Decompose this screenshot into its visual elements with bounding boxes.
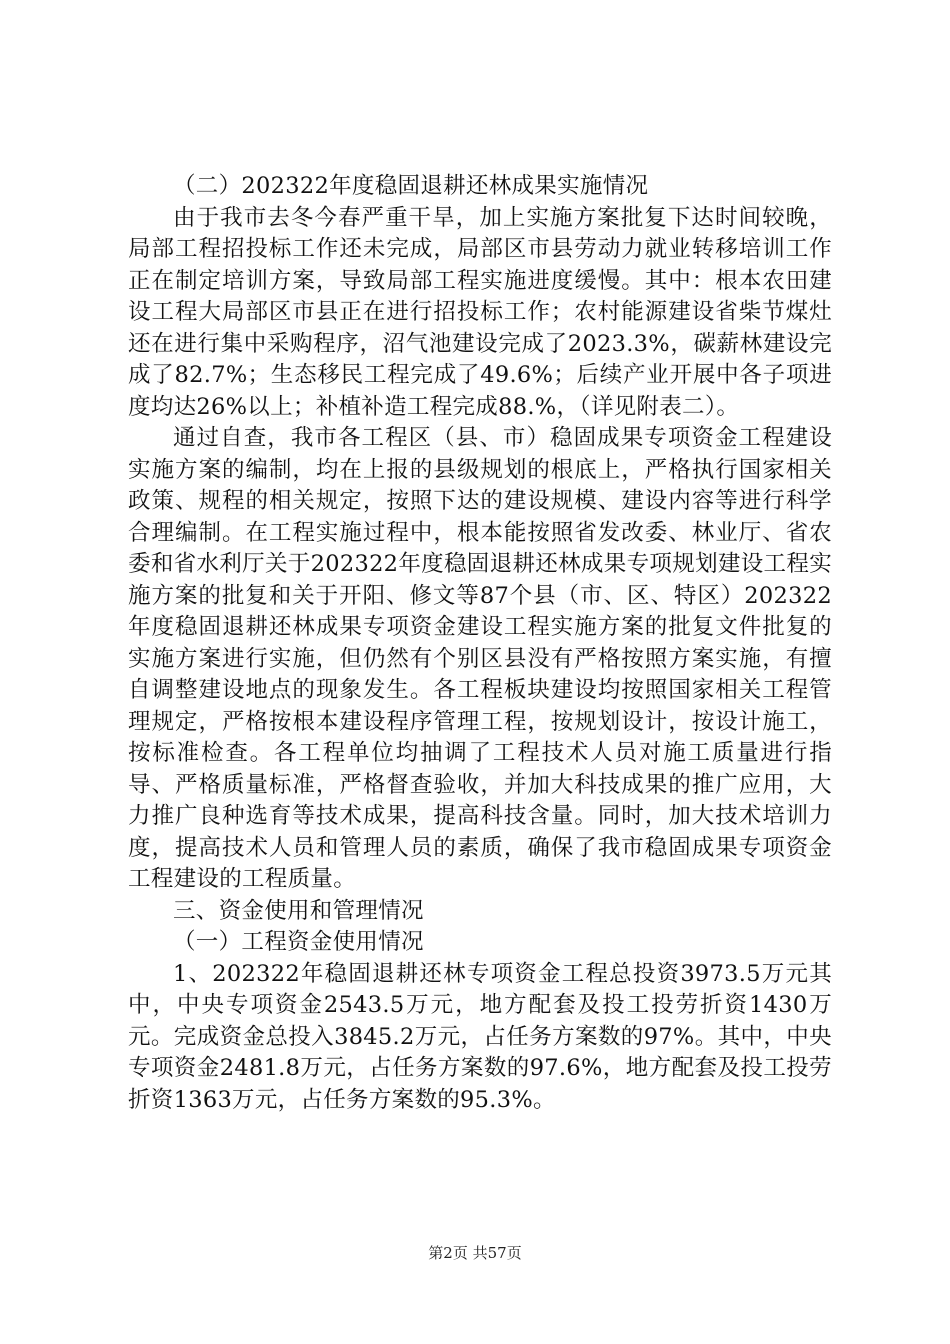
paragraph-progress: 由于我市去冬今春严重干旱，加上实施方案批复下达时间较晚，局部工程招投标工作还未完成，局部区市县劳动力就业转移培训工作正在制定培训方案，导致局部工程实施进度缓慢。其中：根本农田建设工程大局部区市县正在进行招投标工作；农村能源建设省柴节煤灶还在进行集中采购程序，沼气池建设完成了2023.3%，碳薪林建设完成了82.7%；生态移民工程完成了49.6%；后续产业开展中各子项进度均达26%以上；补植补造工程完成88.%，（详见附表二）。 [128,204,832,420]
section-heading-2-2: （二）202322年度稳固退耕还林成果实施情况 [173,173,649,199]
paragraph-self-inspection: 通过自查，我市各工程区（县、市）稳固成果专项资金工程建设实施方案的编制，均在上报的县级规划的根底上，严格执行国家相关政策、规程的相关规定，按照下达的建设规模、建设内容等进行科学合理编制。在工程实施过程中，根本能按照省发改委、林业厅、省农委和省水利厅关于202322年度稳固退耕还林成果专项规划建设工程实施方案的批复和关于开阳、修文等87个县（市、区、特区）202322年度稳固退耕还林成果专项资金建设工程实施方案的批复文件批复的实施方案进行实施，但仍然有个别区县没有严格按照方案实施，有擅自调整建设地点的现象发生。各工程板块建设均按照国家相关工程管理规定，严格按根本建设程序管理工程，按规划设计，按设计施工，按标准检查。各工程单位均抽调了工程技术人员对施工质量进行指导、严格质量标准，严格督查验收，并加大科技成果的推广应用，大力推广良种选育等技术成果，提高科技含量。同时，加大技术培训力度，提高技术人员和管理人员的素质，确保了我市稳固成果专项资金工程建设的工程质量。 [128,425,832,892]
page-number-footer: 第2页 共57页 [428,1244,522,1262]
document-body [128,171,832,1116]
section-heading-3: 三、资金使用和管理情况 [173,897,424,924]
paragraph-funding: 1、202322年稳固退耕还林专项资金工程总投资3973.5万元其中，中央专项资金2543.5万元，地方配套及投工投劳折资1430万元。完成资金总投入3845.2万元，占任务方案数的97%。其中，中央专项资金2481.8万元，占任务方案数的97.6%，地方配套及投工投劳折资1363万元，占任务方案数的95.3%。 [128,960,832,1113]
section-heading-3-1: （一）工程资金使用情况 [173,929,424,955]
